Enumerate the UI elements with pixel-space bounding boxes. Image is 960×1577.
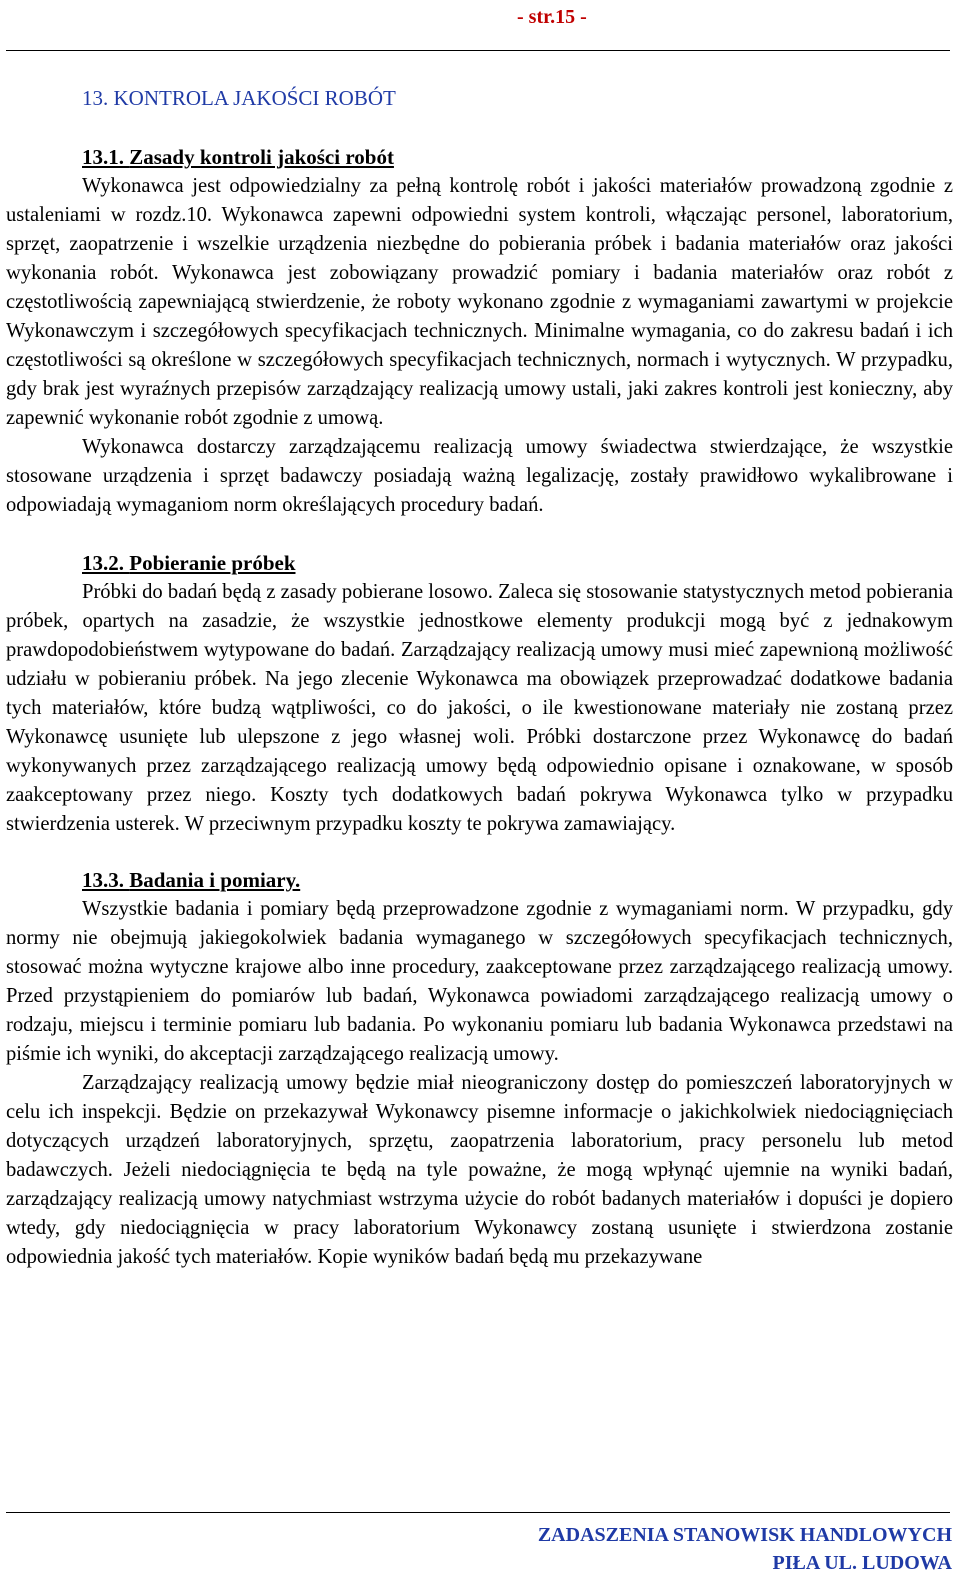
section-heading-13-1 [6,143,953,172]
footer-line-1: ZADASZENIA STANOWISK HANDLOWYCH [537,1524,952,1546]
section-title: Zasady kontroli jakości robót [129,145,394,169]
header-rule [6,50,950,51]
paragraph: Próbki do badań będą z zasady pobierane losowo. Zaleca się stosowanie statystycznych metod pobierania próbek, opartych na zasadzie, że wszystkie jednostkowe elementy produkcji mogą być z jednakowym prawdopodobieństwem wytypowane do badań. Zarządzający realizacją umowy musi mieć zapewnioną możliwość udziału w pobieraniu próbek. Na jego zlecenie Wykonawca ma obowiązek przeprowadzać dodatkowe badania tych materiałów, które budzą wątpliwości, co do jakości, o ile kwestionowane materiały nie zostaną przez Wykonawcę usunięte lub ulepszone z jego własnej woli. Próbki dostarczone przez Wykonawcę do badań wykonywanych przez zarządzającego realizacją umowy będą odpowiednio opisane i oznakowane, w sposób zaakceptowany przez niego. Koszty tych dodatkowych badań pokrywa Wykonawca tylko w przypadku stwierdzenia usterek. W przeciwnym przypadku koszty te pokrywa zamawiający. [6,581,953,835]
paragraph: Wykonawca jest odpowiedzialny za pełną kontrolę robót i jakości materiałów prowadzoną zgodnie z ustaleniami w rozdz.10. Wykonawca zapewni odpowiedni system kontroli, włączając personel, laboratorium, sprzęt, zaopatrzenie i wszelkie urządzenia niezbędne do pobierania próbek i badania materiałów oraz jakości wykonania robót. Wykonawca jest zobowiązany prowadzić pomiary i badania materiałów oraz robót z częstotliwością zapewniającą stwierdzenie, że roboty wykonano zgodnie z wymaganiami zawartymi w projekcie Wykonawczym i szczegółowych specyfikacjach technicznych. Minimalne wymagania, co do zakresu badań i ich częstotliwości są określone w szczegółowych specyfikacjach technicznych, normach i wytycznych. W przypadku, gdy brak jest wyraźnych przepisów zarządzający realizacją umowy ustali, jaki zakres kontroli jest konieczny, aby zapewnić wykonanie robót zgodnie z umową. [6,175,953,429]
section-number: 13.2. [82,551,124,575]
document-body [6,143,953,1272]
section-title: Badania i pomiary. [129,868,301,892]
chapter-title: 13. KONTROLA JAKOŚCI ROBÓT [82,86,396,110]
paragraph: Wszystkie badania i pomiary będą przeprowadzone zgodnie z wymaganiami norm. W przypadku, gdy normy nie obejmują jakiegokolwiek badania wymaganego w szczegółowych specyfikacjach technicznych, stosować można wytyczne krajowe albo inne procedury, zaakceptowane przez zarządzającego realizacją umowy. Przed przystąpieniem do pomiarów lub badań, Wykonawca powiadomi zarządzającego realizacją umowy o rodzaju, miejscu i terminie pomiaru lub badania. Po wykonaniu pomiaru lub badania Wykonawca przedstawi na piśmie ich wyniki, do akceptacji zarządzającego realizacją umowy. [6,898,953,1065]
paragraph: Wykonawca dostarczy zarządzającemu realizacją umowy świadectwa stwierdzające, że wszystkie stosowane urządzenia i sprzęt badawczy posiadają ważną legalizację, zostały prawidłowo wykalibrowane i odpowiadają wymaganiom norm określających procedury badań. [6,436,953,516]
footer-rule [6,1512,950,1513]
paragraph: Zarządzający realizacją umowy będzie miał nieograniczony dostęp do pomieszczeń laboratoryjnych w celu ich inspekcji. Będzie on przekazywał Wykonawcy pisemne informacje o jakichkolwiek niedociągnięciach dotyczących urządzeń laboratoryjnych, sprzętu, zaopatrzenia laboratorium, pracy personelu lub metod badawczych. Jeżeli niedociągnięcia te będą na tyle poważne, że mogą wpłynąć ujemnie na wyniki badań, zarządzający realizacją umowy natychmiast wstrzyma użycie do robót badanych materiałów i dopuści je dopiero wtedy, gdy niedociągnięcia w pracy laboratorium Wykonawcy zostaną usunięte i stwierdzona zostanie odpowiednia jakość tych materiałów. Kopie wyników badań będą mu przekazywane [6,1072,953,1268]
page-number: - str.15 - [517,6,587,28]
footer [538,1521,952,1577]
section-number: 13.1. [82,145,124,169]
section-title: Pobieranie próbek [129,551,296,575]
section-number: 13.3. [82,868,124,892]
footer-line-2: PIŁA UL. LUDOWA [772,1552,952,1574]
section-heading-13-3 [6,866,953,895]
section-heading-13-2 [6,549,953,578]
